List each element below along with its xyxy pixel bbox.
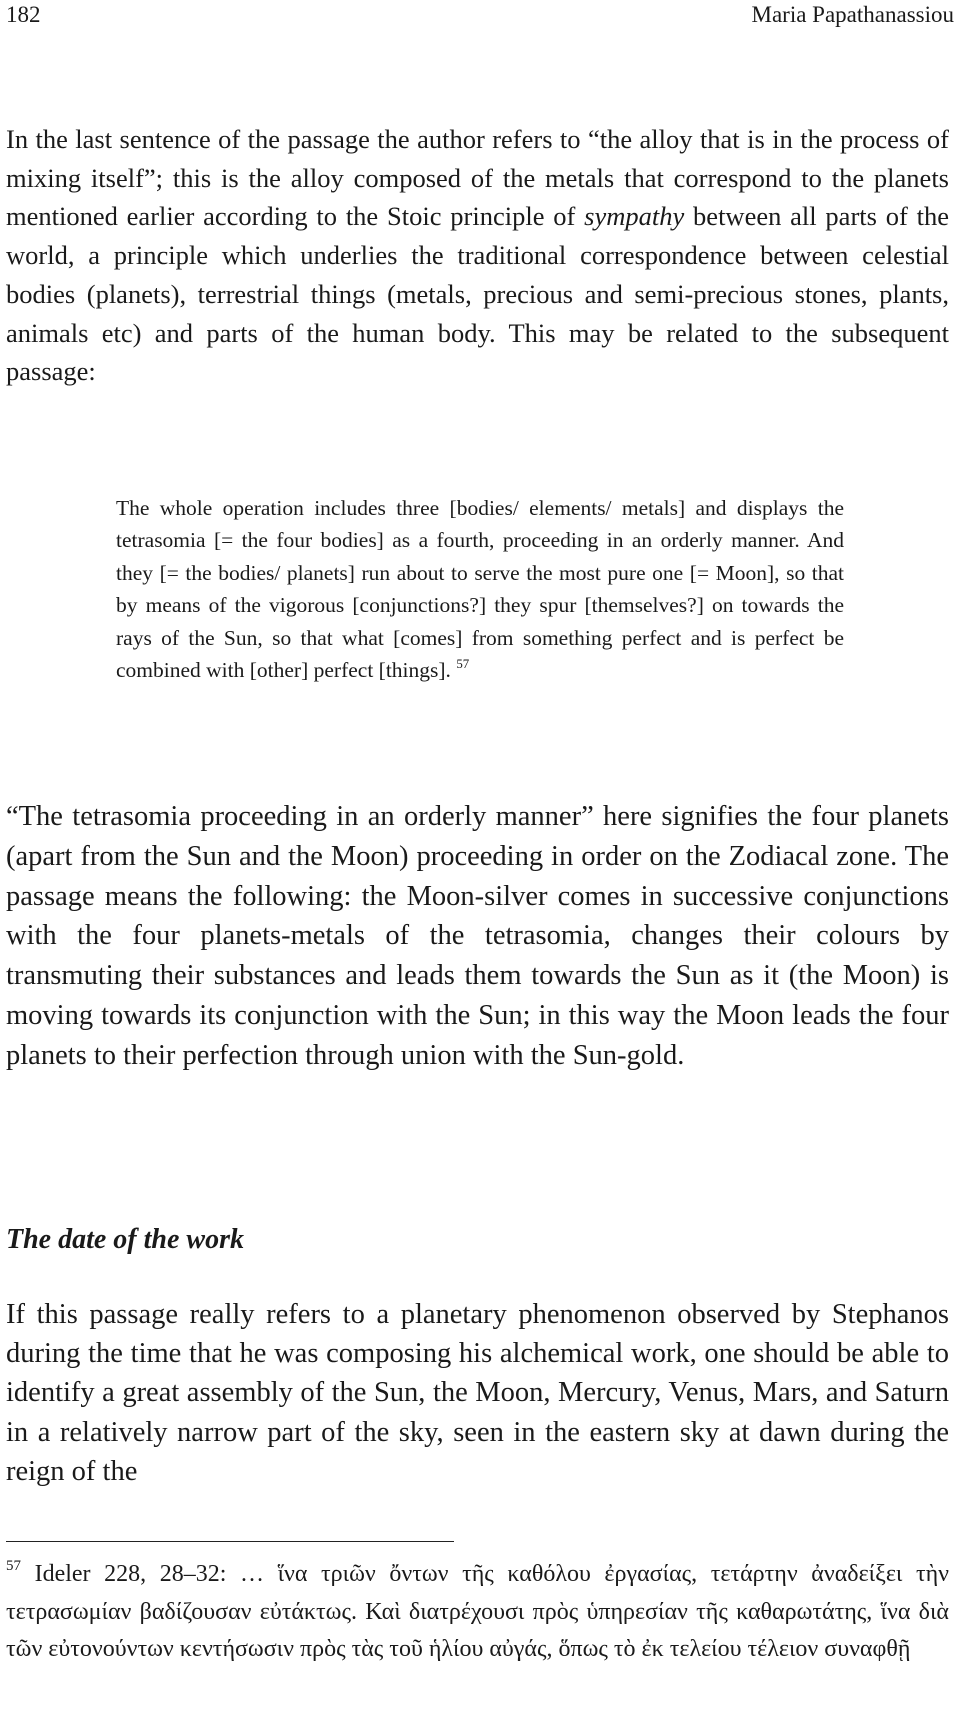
running-head: Maria Papathanassiou (751, 2, 954, 27)
quote-text: The whole operation includes three [bodies/ elements/ metals] and displays the tetrasomia [= the four bodies] as a fourth, proceeding in an orderly manner. And they [= the bodies/ planets] run about to serve the most pure one [= Moon], so that by means of the vigorous [conjunctions?] they spur [themselves?] on towards the rays of the Sun, so that what [comes] from something perfect and is perfect be combined with [other] perfect [things]. (116, 496, 844, 683)
body-paragraph-2: “The tetrasomia proceeding in an orderly manner” here signifies the four planets (apart from the Sun and the Moon) proceeding in order on the Zodiacal zone. The passage means the following: the Moon-silver comes in successive conjunctions with the four planets-metals of the tetrasomia, changes their colours by transmuting their substances and leads them towards the Sun as it (the Moon) is moving towards its conjunction with the Sun; in this way the Moon leads the four planets to their perfection through union with the Sun-gold. (6, 801, 949, 1071)
section-heading: The date of the work (6, 1224, 244, 1255)
page-header (6, 0, 954, 40)
footnote-reference[interactable]: 57 (456, 657, 470, 672)
page-number: 182 (6, 2, 41, 27)
paragraph-text: between all parts of the world, a principle which underlies the traditional correspondence between celestial bodies (planets), terrestrial things (metals, precious and semi-precious stones, plants, animals etc) and parts of the human body. This may be related to the subsequent passage: (6, 201, 950, 387)
footnote-text: Ideler 228, 28–32: … ἵνα τριῶν ὄντων τῆς καθόλου ἐργασίας, τετάρτην ἀναδείξει τὴν τετρασωμίαν βαδίζουσαν εὐτάκτως. Καὶ διατρέχουσι πρὸς ὑπηρεσίαν τῆς καθαρωτάτης, ἵνα διὰ τῶν εὐτονούντων κεντήσωσιν πρὸς τὰς τοῦ ἡλίου αὐγάς, ὅπως τὸ ἐκ τελείου τέλειον συναφθῇ (6, 1561, 949, 1662)
footnote (6, 1556, 949, 1669)
body-paragraph-1 (6, 120, 949, 391)
body-paragraph-3: If this passage really refers to a planetary phenomenon observed by Stephanos during the time that he was composing his alchemical work, one should be able to identify a great assembly of the Sun, the Moon, Mercury, Venus, Mars, and Saturn in a relatively narrow part of the sky, seen in the eastern sky at dawn during the reign of the (6, 1299, 949, 1487)
footnote-divider (6, 1541, 454, 1542)
emphasized-term: sympathy (584, 201, 685, 232)
footnote-number: 57 (6, 1558, 21, 1574)
block-quote (116, 492, 844, 686)
paragraph-text: In the last sentence of the passage the author refers to “the alloy that is in the process of mixing itself”; this is the alloy composed of the metals that correspond to the planets mentioned earlier according to the Stoic principle of (6, 124, 949, 232)
